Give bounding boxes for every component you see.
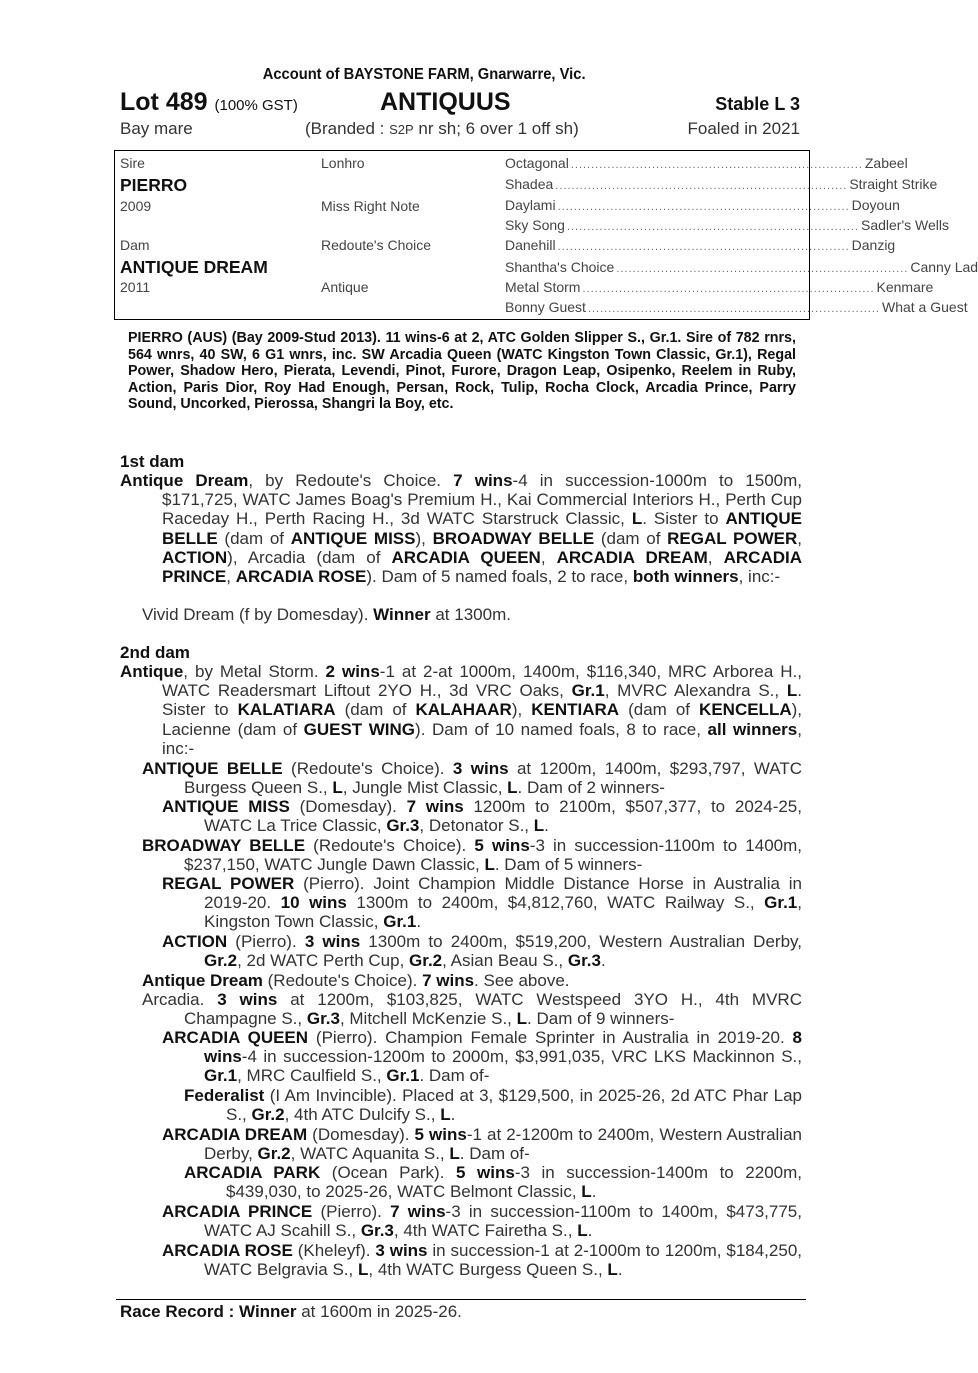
- sire-summary: PIERRO (AUS) (Bay 2009-Stud 2013). 11 wins-6 at 2, ATC Golden Slipper S., Gr.1. Sire of 782 rnrs, 564 wnrs, 40 SW, 6 G1 wnrs, inc. SW Arcadia Queen (WATC Kingston Town Classic, Gr.1), Regal Power, Shadow Hero, Pierata, Levendi, Pinot, Furore, Dragon Leap, Osipenko, Reelem in Ruby, Action, Paris Dior, Roy Had Enough, Persan, Rock, Tulip, Rocha Clock, Arcadia Prince, Parry Sound, Uncorked, Pierossa, Shangri la Boy, etc.: [128, 330, 796, 412]
- stable-label: Stable L 3: [715, 94, 800, 114]
- dam-name: ANTIQUE DREAM: [120, 257, 268, 277]
- produce-arcadia-rose: ARCADIA ROSE (Kheleyf). 3 wins in succession-1 at 2-1000m to 1200m, $184,250, WATC Belgravia S., L, 4th WATC Burgess Queen S., L.: [162, 1241, 802, 1280]
- sire-label: Sire: [120, 155, 145, 171]
- produce-antique-belle: ANTIQUE BELLE (Redoute's Choice). 3 wins at 1200m, 1400m, $293,797, WATC Burgess Queen S., L, Jungle Mist Classic, L. Dam of 2 winners-: [142, 759, 802, 798]
- produce-antique-dream: Antique Dream (Redoute's Choice). 7 wins. See above.: [142, 971, 570, 990]
- dam-dam: Antique: [321, 279, 369, 295]
- lot-label: Lot 489: [120, 88, 208, 116]
- second-dam-heading: 2nd dam: [120, 643, 190, 662]
- produce-antique-miss: ANTIQUE MISS (Domesday). 7 wins 1200m to 2100m, $507,377, to 2024-25, WATC La Trice Classic, Gr.3, Detonator S., L.: [162, 797, 802, 836]
- dam-sire: Redoute's Choice: [321, 237, 432, 253]
- vendor-line: Account of BAYSTONE FARM, Gnarwarre, Vic.: [262, 66, 586, 83]
- sire-year: 2009: [120, 198, 152, 214]
- grandparent-row: Bonny Guest ........................................................................ What a Guest: [505, 299, 968, 315]
- gst-note: (100% GST): [214, 97, 298, 114]
- grandparent-row: Daylami ........................................................................ Doyoun: [505, 197, 900, 213]
- produce-arcadia-prince: ARCADIA PRINCE (Pierro). 7 wins-3 in succession-1100m to 1400m, $473,775, WATC AJ Scahill S., Gr.3, 4th WATC Fairetha S., L.: [162, 1202, 802, 1241]
- sire-dam: Miss Right Note: [321, 198, 420, 214]
- grandparent-row: Shantha's Choice ........................................................................ Canny Lad: [505, 259, 978, 275]
- brand-mark: S2P: [389, 122, 414, 137]
- first-dam-heading: 1st dam: [120, 452, 185, 471]
- dam-label: Dam: [120, 237, 150, 253]
- race-record: Race Record : Winner at 1600m in 2025-26.: [120, 1302, 462, 1321]
- pedigree-table: [114, 150, 978, 320]
- grandparent-row: Shadea ........................................................................ Straight Strike: [505, 176, 938, 192]
- produce-arcadia: Arcadia. 3 wins at 1200m, $103,825, WATC Westspeed 3YO H., 4th MVRC Champagne S., Gr.3, Mitchell McKenzie S., L. Dam of 9 winners-: [142, 990, 802, 1029]
- grandparent-row: Metal Storm ........................................................................ Kenmare: [505, 279, 934, 295]
- produce-broadway-belle: BROADWAY BELLE (Redoute's Choice). 5 wins-3 in succession-1100m to 1400m, $237,150, WATC Jungle Dawn Classic, L. Dam of 5 winners-: [142, 836, 802, 875]
- foaled-year: Foaled in 2021: [687, 119, 800, 138]
- horse-name: ANTIQUUS: [380, 88, 511, 116]
- second-dam-paragraph: Antique, by Metal Storm. 2 wins-1 at 2-at 1000m, 1400m, $116,340, MRC Arborea H., WATC Readersmart Liftout 2YO H., 3d VRC Oaks, Gr.1, MVRC Alexandra S., L. Sister to KALATIARA (dam of KALAHAAR), KENTIARA (dam of KENCELLA), Lacienne (dam of GUEST WING). Dam of 10 named foals, 8 to race, all winners, inc:-: [120, 662, 803, 758]
- produce-regal-power: REGAL POWER (Pierro). Joint Champion Middle Distance Horse in Australia in 2019-20. 10 wins 1300m to 2400m, $4,812,760, WATC Railway S., Gr.1, Kingston Town Classic, Gr.1.: [162, 874, 803, 932]
- produce-arcadia-queen: ARCADIA QUEEN (Pierro). Champion Female Sprinter in Australia in 2019-20. 8 wins-4 in succession-1200m to 2000m, $3,991,035, VRC LKS Mackinnon S., Gr.1, MRC Caulfield S., Gr.1. Dam of-: [162, 1028, 802, 1086]
- brand-info: (Branded : S2P nr sh; 6 over 1 off sh): [305, 119, 579, 138]
- grandparent-row: Sky Song ........................................................................ Sadler's Wells: [505, 217, 949, 233]
- produce-action: ACTION (Pierro). 3 wins 1300m to 2400m, $519,200, Western Australian Derby, Gr.2, 2d WATC Perth Cup, Gr.2, Asian Beau S., Gr.3.: [162, 932, 802, 971]
- produce-arcadia-dream: ARCADIA DREAM (Domesday). 5 wins-1 at 2-1200m to 2400m, Western Australian Derby, Gr.2, WATC Aquanita S., L. Dam of-: [162, 1125, 803, 1164]
- sire-name: PIERRO: [120, 175, 188, 195]
- lot-number: [120, 88, 298, 117]
- first-dam-paragraph: Antique Dream, by Redoute's Choice. 7 wins-4 in succession-1000m to 1500m, $171,725, WATC James Boag's Premium H., Kai Commercial Interiors H., Perth Cup Raceday H., Perth Racing H., 3d WATC Starstruck Classic, L. Sister to ANTIQUE BELLE (dam of ANTIQUE MISS), BROADWAY BELLE (dam of REGAL POWER, ACTION), Arcadia (dam of ARCADIA QUEEN, ARCADIA DREAM, ARCADIA PRINCE, ARCADIA ROSE). Dam of 5 named foals, 2 to race, both winners, inc:-: [120, 471, 802, 587]
- divider: [116, 1299, 806, 1300]
- grandparent-row: Octagonal ........................................................................ Zabeel: [505, 155, 908, 171]
- sire-sire: Lonhro: [321, 155, 365, 171]
- produce-arcadia-park: ARCADIA PARK (Ocean Park). 5 wins-3 in succession-1400m to 2200m, $439,030, to 2025-26, WATC Belmont Classic, L.: [184, 1163, 803, 1202]
- horse-description: Bay mare: [120, 119, 193, 138]
- first-dam-foal: Vivid Dream (f by Domesday). Winner at 1300m.: [142, 605, 511, 624]
- grandparent-row: Danehill ........................................................................ Danzig: [505, 237, 896, 253]
- produce-federalist: Federalist (I Am Invincible). Placed at 3, $129,500, in 2025-26, 2d ATC Phar Lap S., Gr.2, 4th ATC Dulcify S., L.: [184, 1086, 802, 1125]
- dam-year: 2011: [120, 279, 151, 295]
